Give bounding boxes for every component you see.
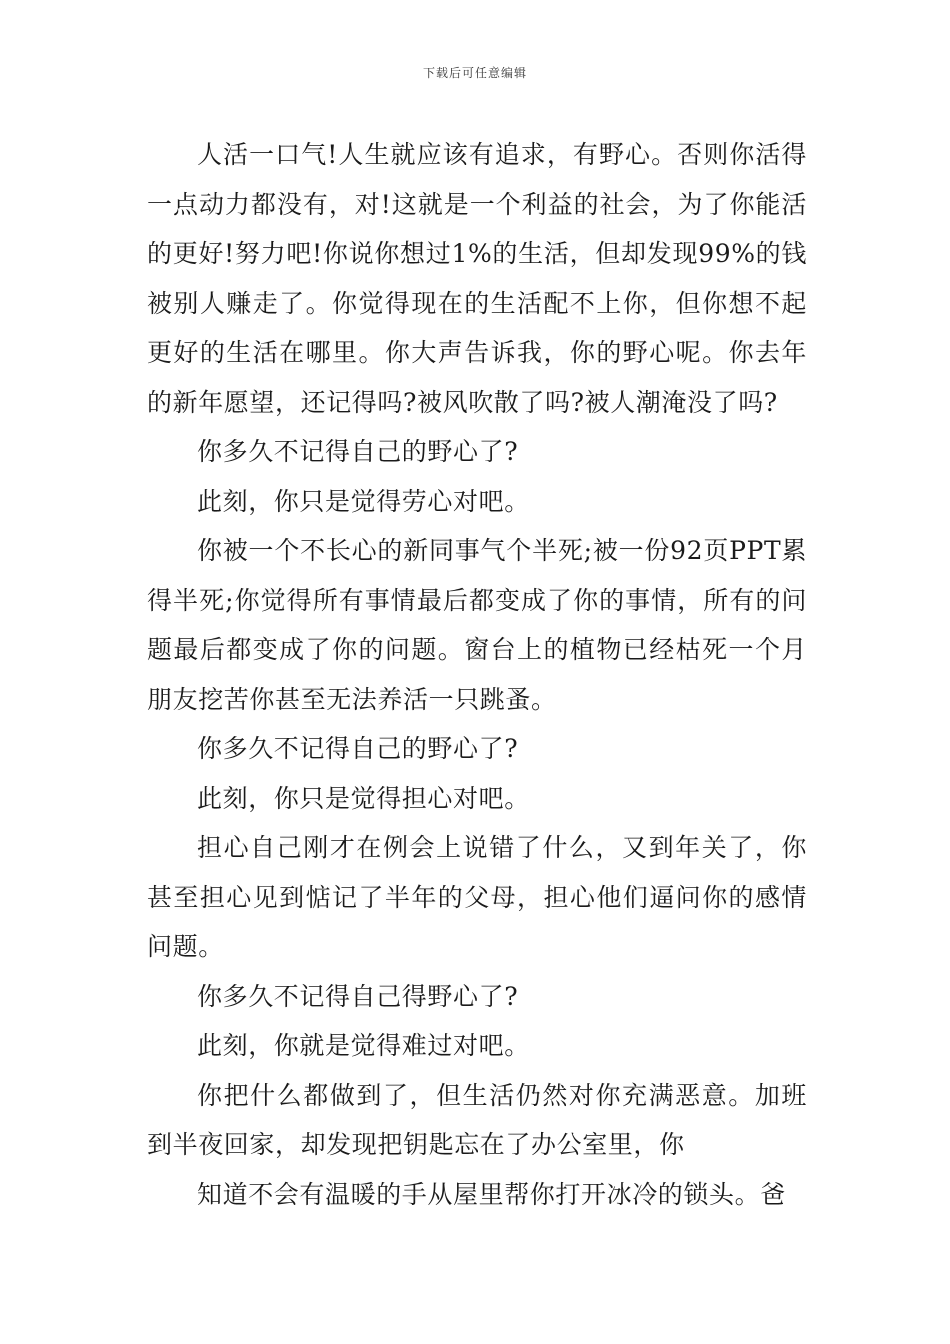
paragraph-8: 你多久不记得自己得野心了? — [197, 981, 519, 1011]
paragraph-9: 此刻，你就是觉得难过对吧。 — [197, 1031, 530, 1060]
paragraph-7: 担心自己刚才在例会上说错了什么，又到年关了，你甚至担心见到惦记了半年的父母，担心他们逼问你的感情问题。 — [147, 833, 807, 961]
document-body — [147, 130, 807, 1219]
paragraph-1: 人活一口气!人生就应该有追求，有野心。否则你活得一点动力都没有，对!这就是一个利益的社会，为了你能活的更好!努力吧!你说你想过1%的生活，但却发现99%的钱被别人赚走了。你觉得现在的生活配不上你，但你想不起更好的生活在哪里。你大声告诉我，你的野心呢。你去年的新年愿望，还记得吗?被风吹散了吗?被人潮淹没了吗? — [147, 140, 807, 417]
paragraph-2: 你多久不记得自己的野心了? — [197, 437, 519, 466]
page-header: 下载后可任意编辑 — [422, 66, 527, 80]
paragraph-6: 此刻，你只是觉得担心对吧。 — [197, 783, 530, 813]
paragraph-10: 你把什么都做到了，但生活仍然对你充满恶意。加班到半夜回家，却发现把钥匙忘在了办公室里，你 — [147, 1080, 807, 1159]
paragraph-3: 此刻，你只是觉得劳心对吧。 — [197, 486, 530, 516]
paragraph-4: 你被一个不长心的新同事气个半死;被一份92页PPT累得半死;你觉得所有事情最后都变成了你的事情，所有的问题最后都变成了你的问题。窗台上的植物已经枯死一个月朋友挖苦你甚至无法养活一只跳蚤。 — [147, 536, 807, 714]
paragraph-11: 知道不会有温暖的手从屋里帮你打开冰冷的锁头。爸 — [197, 1179, 786, 1209]
paragraph-5: 你多久不记得自己的野心了? — [197, 734, 519, 763]
